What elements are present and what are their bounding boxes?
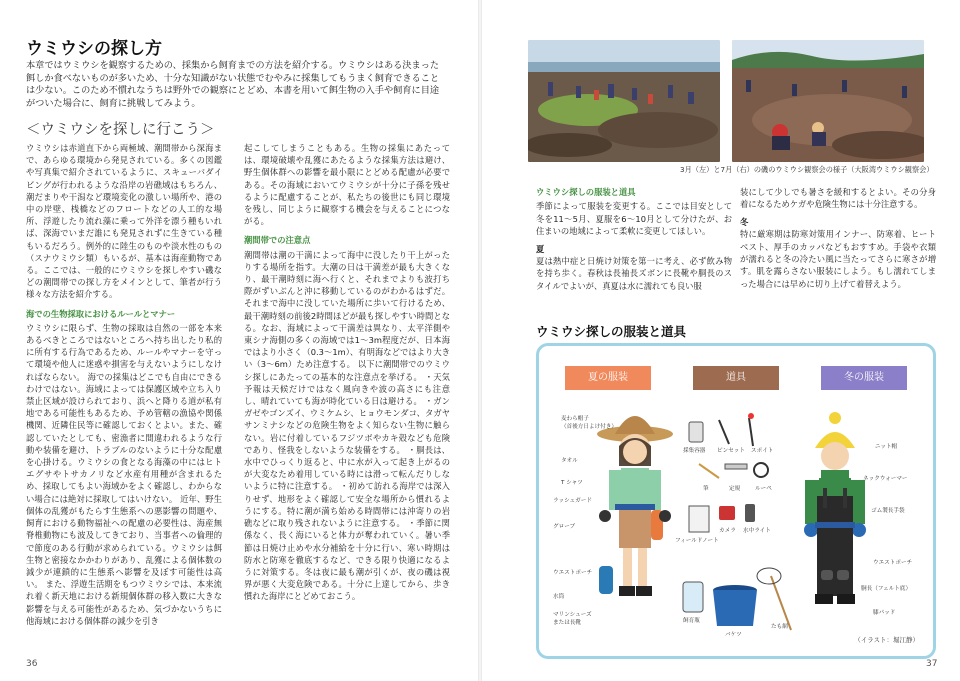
illustration-panel: [536, 343, 936, 659]
bullet: ・季節に関係なく、長く海にいると体力が奪われていく。暑い季節は日焼け止めや水分補給を十分に行い、寒い時期は防水と防寒を徹底するなど、できる限り快適になるように対策する。冬は夜に最も潮が引くが、夜の磯は視界が悪く大変危険である。十分に上達してから、歩き慣れた海岸にとどめておこう。: [244, 518, 450, 602]
illustration-credit: （イラスト：堀江静）: [854, 636, 919, 644]
label-bag: フィールドノート: [675, 538, 719, 544]
paragraph: 近年、野生個体の乱獲がもたらす生態系への悪影響の問題や、飼育における動物福祉への配慮の必要性は、海産無脊椎動物にも波及してきており、当事者への倫理的で節度のある行動が求められている。ウミウシは餌生物と密接なかかわりがあり、乱獲による個体数の減少が連鎖的に生態系へ影響を及ぼす可能性は高い。: [26, 493, 222, 590]
label-rubber-glove: ゴム製長手袋: [871, 508, 905, 514]
bullet: ・胴長は、水中でひっくり返ると、中に水が入って起き上がるのが大変なため着用している時には滑って転んだりしないように特に注意する。: [244, 444, 450, 492]
label-shoes-note: または長靴: [553, 620, 581, 626]
label-tweezers: ピンセット: [717, 448, 745, 454]
label-tshirt: T シャツ: [561, 480, 583, 486]
label-camera: カメラ: [719, 528, 736, 534]
paragraph: 装にして少しでも暑さを緩和するとよい。その分身着になるためケガや危険生物には十分注意する。: [740, 187, 936, 210]
label-hat-note: （首後方日よけ付き）: [561, 424, 617, 430]
paragraph: 起こしてしまうこともある。生物の採集にあたっては、環境破壊や乱獲にあたるような採集方法は避け、野生個体群への影響を最小限にとどめる配慮が必要である。その海域においてウミウシが十分に子孫を残せるように配慮することが、私たちの後世にも同じ環境を残し、同じように観察する機会を与えることにつながる。: [244, 143, 450, 227]
right-text-column-2: [740, 186, 936, 290]
section-subhead: ＜ウミウシを探しに行こう＞: [26, 122, 215, 138]
label-knee: 膝パッド: [873, 610, 896, 616]
green-heading: 潮間帯での注意点: [244, 235, 311, 246]
label-pipette: スポイト: [751, 448, 774, 454]
label-loupe: ルーペ: [755, 486, 772, 492]
label-net: たも網: [771, 624, 788, 630]
label-pouch: ウエストポーチ: [553, 570, 593, 576]
paragraph: 特に厳寒期は防寒対策用インナー、防寒着、ヒートベスト、厚手のカッパなどもおすすめ。手袋や衣類が濡れると冬の冷たい風に当たってさらに寒さが増す。肌を露らさない服装にしよう。もし濡れてしまった場合には早めに切り上げて着替えよう。: [740, 229, 936, 289]
summer-person-figure: [597, 416, 673, 596]
paragraph: 以下に潮間帯でのウミウシ探しにあたっての基本的な注意点を挙げる。: [244, 359, 450, 382]
photo-march: [528, 40, 720, 162]
page-number-right: 37: [926, 659, 938, 669]
label-shoes: マリンシューズ: [553, 612, 592, 618]
label-water: 水筒: [553, 594, 565, 600]
season-heading-winter: 冬: [740, 216, 749, 227]
tag-winter: 冬の服装: [821, 366, 907, 390]
bullet: ・初めて訪れる海岸では深入りせず、地形をよく確認して安全な場所から慣れるようにする。特に潮が満ち始める時間帯には沖寄りの岩礁などに取り残されないように注意する。: [244, 481, 450, 529]
label-hat: 麦わら帽子: [561, 416, 589, 422]
paragraph: 夏は熱中症と日焼け対策を第一に考え、必ず飲み物を持ち歩く。春秋は長袖長ズボンに長靴や胴長のスタイルでよいが、真夏は水に濡れても良い服: [536, 256, 732, 291]
bullet: ・天気予報は天候だけではなく風向きや波の高さにも注意し、晴れていても海が時化ている日は避ける。: [244, 371, 450, 407]
label-pouch2: ウエストポーチ: [873, 560, 913, 566]
intro-paragraph: 本章ではウミウシを観察するための、採集から飼育までの方法を紹介する。ウミウシはある決まった餌しか食べないものが多いため、十分な知識がない状態でむやみに採集してもうまく飼育できることは少ない。このため不慣れなうちは野外での観察にとどめ、本書を用いて餌生物の入手や飼育に目途がついた場合に、飼育に挑戦してみよう。: [26, 60, 440, 109]
label-cap: ニット帽: [875, 444, 898, 450]
label-neck: ネックウォーマー: [863, 476, 908, 482]
label-container: 採集容器: [683, 448, 706, 454]
right-text-column-1: [536, 186, 732, 292]
label-bucket: 飼育瓶: [683, 618, 700, 624]
label-case: バケツ: [725, 632, 742, 638]
paragraph: ウミウシに限らず、生物の採取は自然の一部を本来あるべきところではないところへ持ち出したり私的に所有する行為であるため、ルールやマナーを守って環境や他人に迷惑や損害を与えないようにしなければならない。: [26, 322, 222, 382]
page-number-left: 36: [26, 659, 38, 669]
paragraph: また、浮遊生活期をもつウミウシでは、本来流れ着く新天地における新規個体群の移入数に大きな影響を与える可能性があるため、気づかないうちに他海域における個体群の減少を引き: [26, 579, 222, 626]
photo-caption: 3月（左）と7月（右）の磯のウミウシ観察会の様子（大阪湾ウミウシ観察会）: [680, 165, 934, 174]
label-towel: タオル: [561, 458, 578, 464]
bullet: ・ガンガゼやゴンズイ、ウミケムシ、ヒョウモンダコ、タガヤサンミナシなどの危険生物をよく知らない生物に触らない。岩に付着しているフジツボやカキ殻なども危険であり、怪我をしないような装備をする。: [244, 396, 450, 455]
label-waders: 胴長（フェルト底）: [861, 586, 912, 592]
text-column-2: [244, 142, 450, 603]
tag-summer: 夏の服装: [565, 366, 651, 390]
illustration-title: ウミウシ探しの服装と道具: [536, 324, 687, 339]
paragraph: 季節によって服装を変更する。ここでは目安として冬を11〜5月、夏服を6〜10月として分けたが、お住まいの地域によって柔軟に変更してほしい。: [536, 201, 732, 237]
label-ruler: 定規: [729, 486, 741, 492]
paragraph: 潮間帯は潮の干満によって海中に没したり干上がったりする場所を指す。大潮の日は干満差が最も大きくなり、最干潮時刻に海へ行くと、それまでよりも波打ち際がずいぶんと沖に移動しているのがわかるはずだ。それまで海中に没していた場所に歩いて行けるため、最干潮時刻の前後2時間ほどが最も探しやすい時間となる。なお、海域によって干満差は異なり、太平洋側や東シナ海側の多くの海域では1〜3m程度だが、日本海ではより小さく（0.3〜1m）、有明海などではより大きい（3〜6m）ため注意する。: [244, 249, 450, 370]
label-lamp: 水中ライト: [743, 528, 771, 534]
page-title: ウミウシの探し方: [26, 39, 162, 59]
text-column-1: [26, 142, 222, 627]
winter-person-figure: [804, 412, 866, 604]
label-glove: グローブ: [553, 524, 576, 530]
green-heading: ウミウシ探しの服装と道具: [536, 187, 636, 197]
photo-july: [732, 40, 924, 162]
green-heading: 海での生物採取におけるルールとマナー: [26, 308, 176, 319]
book-gutter: [478, 0, 482, 681]
tag-tools: 道具: [693, 366, 779, 390]
label-rashguard: ラッシュガード: [553, 498, 592, 504]
season-heading-summer: 夏: [536, 243, 545, 254]
paragraph: 海での採集はどこでも自由にできるわけではない。海域によっては保護区域や立ち入り禁止区域が設けられており、浜へと降りる道が私有地である可能性もあるため、予め管轄の漁協や関係機関、近隣住民等に確認しておくとよい。また、確認していたとしても、密漁者に間違われるような行動や装備を避け、トラブルのないように十分な配慮を心掛ける。ウミウシの食となる海藻の中にはヒトエグサやトサカノリなど水産有用種が含まれるため、採取してもよい海域かをよく確認し、わからない場合には絶対に採取してはいけない。: [26, 371, 222, 504]
paragraph: ウミウシは赤道直下から両極域、潮間帯から深海まで、あらゆる環境から発見されている。多くの図鑑や写真集で紹介されているように、スキューバダイビングが行われるような沿岸の岩礁域はもちろん、潮だまりや干潟など環境変化の激しい場所や、港の中の岸壁、桟橋などのフロートなどの人工的な場所、浮遊したり流れ藻に乗って外洋を漂う種もいれば、深海でいまだ誰にも発見されずに生きている種もいるだろう。例外的に陸生のものや淡水性のもの（スナウミウシ類）もいるが、基本は海産動物である。ここでは、一般的にウミウシを探しやすい磯などの潮間帯での探し方をメインとして、筆者が行う様々な方法を紹介する。: [26, 143, 222, 300]
label-brush: 筆: [703, 486, 709, 492]
